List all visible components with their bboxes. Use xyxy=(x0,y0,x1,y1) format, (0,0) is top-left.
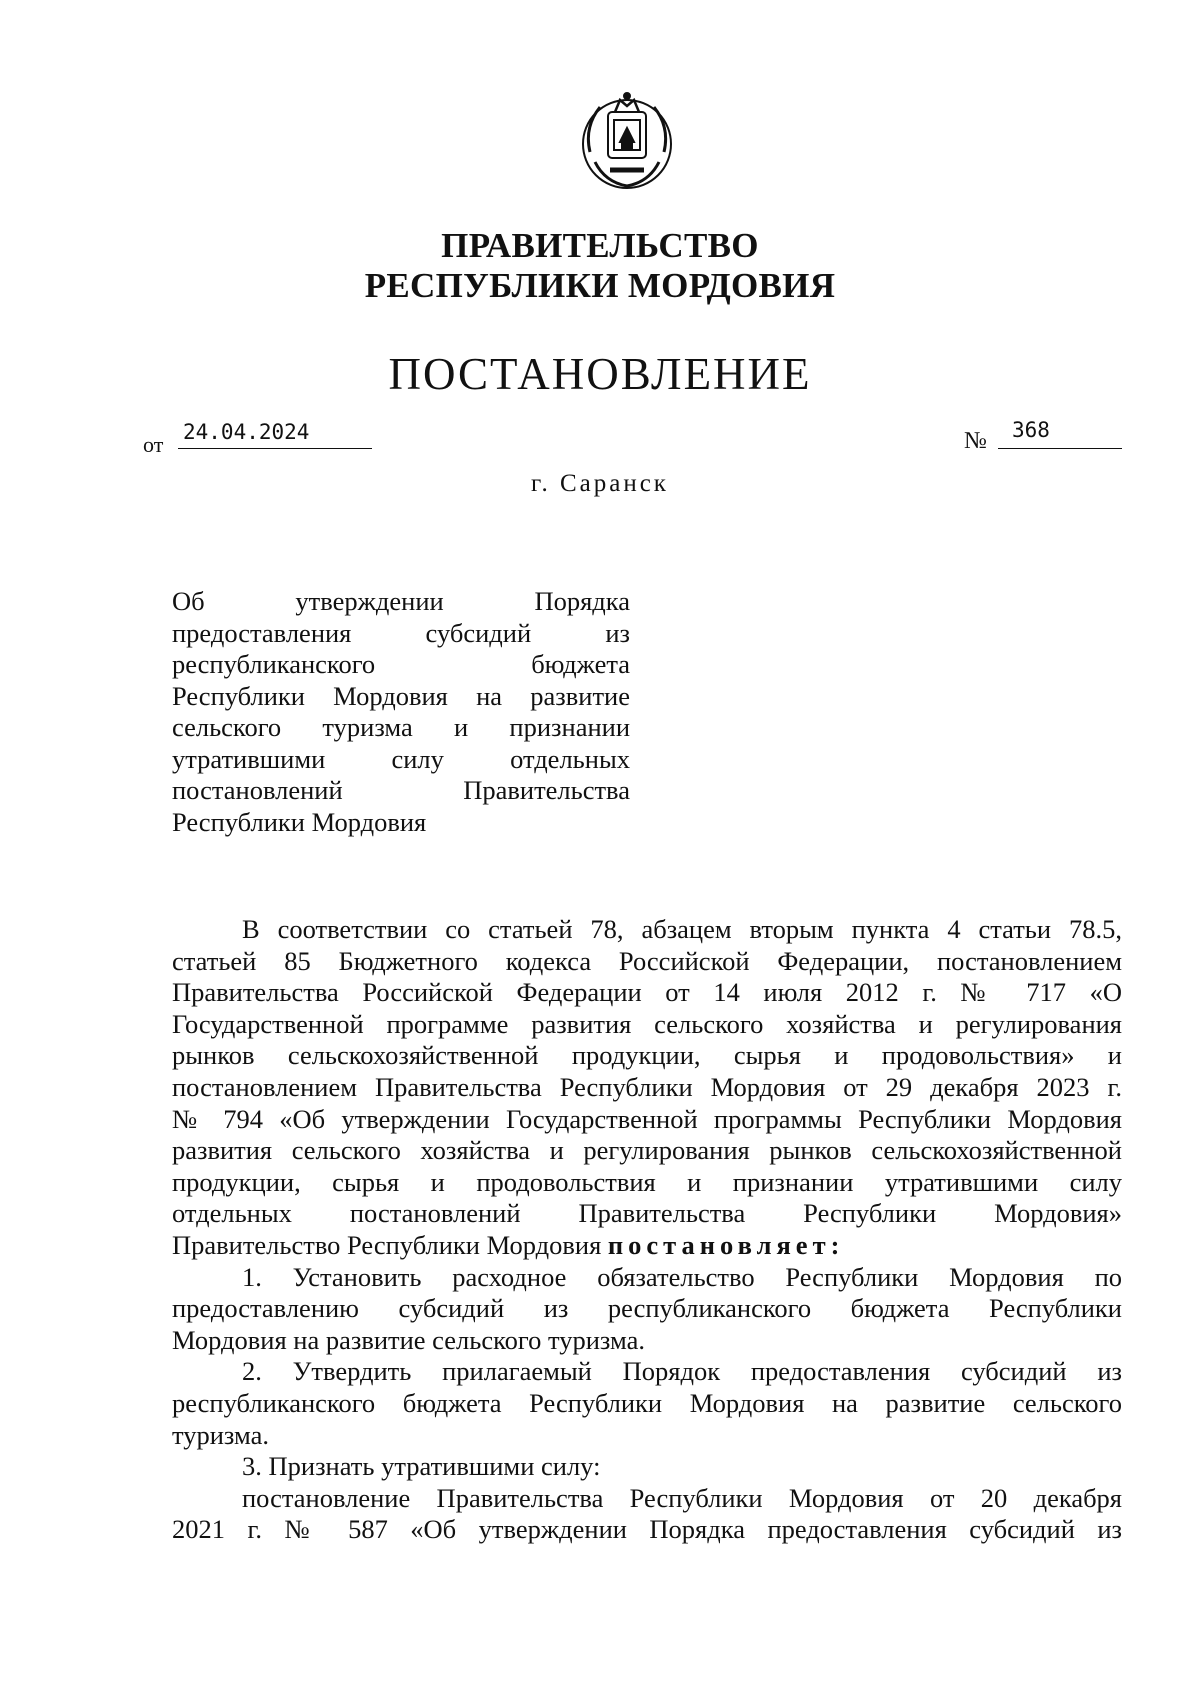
item-1-line: 1. Установить расходное обязательство Республики Мордовия по xyxy=(242,1261,1122,1292)
subject-line: Республики Мордовия xyxy=(172,806,427,837)
subject-line: республиканского бюджета xyxy=(172,649,630,679)
item-1-line: предоставлению субсидий из республиканского бюджета Республики xyxy=(172,1293,1122,1324)
item-2-line: туризма. xyxy=(172,1419,269,1450)
body-line: № 794 «Об утверждении Государственной программы Республики Мордовия xyxy=(172,1103,1122,1134)
resolution-prefix: Правительство Республики Мордовия xyxy=(172,1229,602,1260)
resolution-word: постановляет: xyxy=(607,1229,845,1260)
city: г. Саранск xyxy=(531,470,669,497)
item-2-line: 2. Утвердить прилагаемый Порядок предоставления субсидий из xyxy=(242,1356,1122,1387)
body-line: В соответствии со статьей 78, абзацем вторым пункта 4 статьи 78.5, xyxy=(242,914,1122,944)
item-3-line: 3. Признать утратившими силу: xyxy=(242,1451,601,1482)
document-type-title: ПОСТАНОВЛЕНИЕ xyxy=(388,349,812,399)
document-body xyxy=(172,914,1122,1546)
document-subject xyxy=(172,586,630,838)
body-line: развития сельского хозяйства и регулирования рынков сельскохозяйственной xyxy=(172,1135,1122,1166)
coat-of-arms-emblem xyxy=(570,82,685,197)
document-number: 368 xyxy=(1012,418,1050,442)
body-line: статьей 85 Бюджетного кодекса Российской Федерации, постановлением xyxy=(172,945,1122,976)
number-prefix: № xyxy=(964,428,987,454)
item-1-line: Мордовия на развитие сельского туризма. xyxy=(172,1324,645,1355)
body-line: Правительства Российской Федерации от 14 июля 2012 г. № 717 «О xyxy=(172,977,1122,1008)
body-line: рынков сельскохозяйственной продукции, сырья и продовольствия» и xyxy=(172,1040,1122,1071)
subject-line: Об утверждении Порядка xyxy=(172,586,630,616)
subject-line: утратившими силу отдельных xyxy=(172,743,630,774)
subject-line: постановлений Правительства xyxy=(172,775,630,805)
government-name-line2: РЕСПУБЛИКИ МОРДОВИЯ xyxy=(364,266,836,305)
government-name-line1: ПРАВИТЕЛЬСТВО xyxy=(441,226,759,265)
body-line: Государственной программе развития сельского хозяйства и регулирования xyxy=(172,1008,1122,1039)
subject-line: предоставления субсидий из xyxy=(172,617,630,648)
subject-line: сельского туризма и признании xyxy=(172,712,630,742)
subject-line: Республики Мордовия на развитие xyxy=(172,680,630,711)
item-3-sub-line: постановление Правительства Республики Мордовия от 20 декабря xyxy=(242,1482,1122,1513)
resolution-line xyxy=(172,1230,1122,1262)
document-date: 24.04.2024 xyxy=(183,420,310,444)
date-prefix: от xyxy=(143,432,164,457)
body-line: постановлением Правительства Республики Мордовия от 29 декабря 2023 г. xyxy=(172,1071,1122,1102)
body-line: продукции, сырья и продовольствия и признании утратившими силу xyxy=(172,1166,1122,1197)
body-line: отдельных постановлений Правительства Республики Мордовия» xyxy=(172,1198,1122,1229)
item-3-sub-line: 2021 г. № 587 «Об утверждении Порядка предоставления субсидий из xyxy=(172,1514,1122,1545)
item-2-line: республиканского бюджета Республики Мордовия на развитие сельского xyxy=(172,1387,1122,1418)
